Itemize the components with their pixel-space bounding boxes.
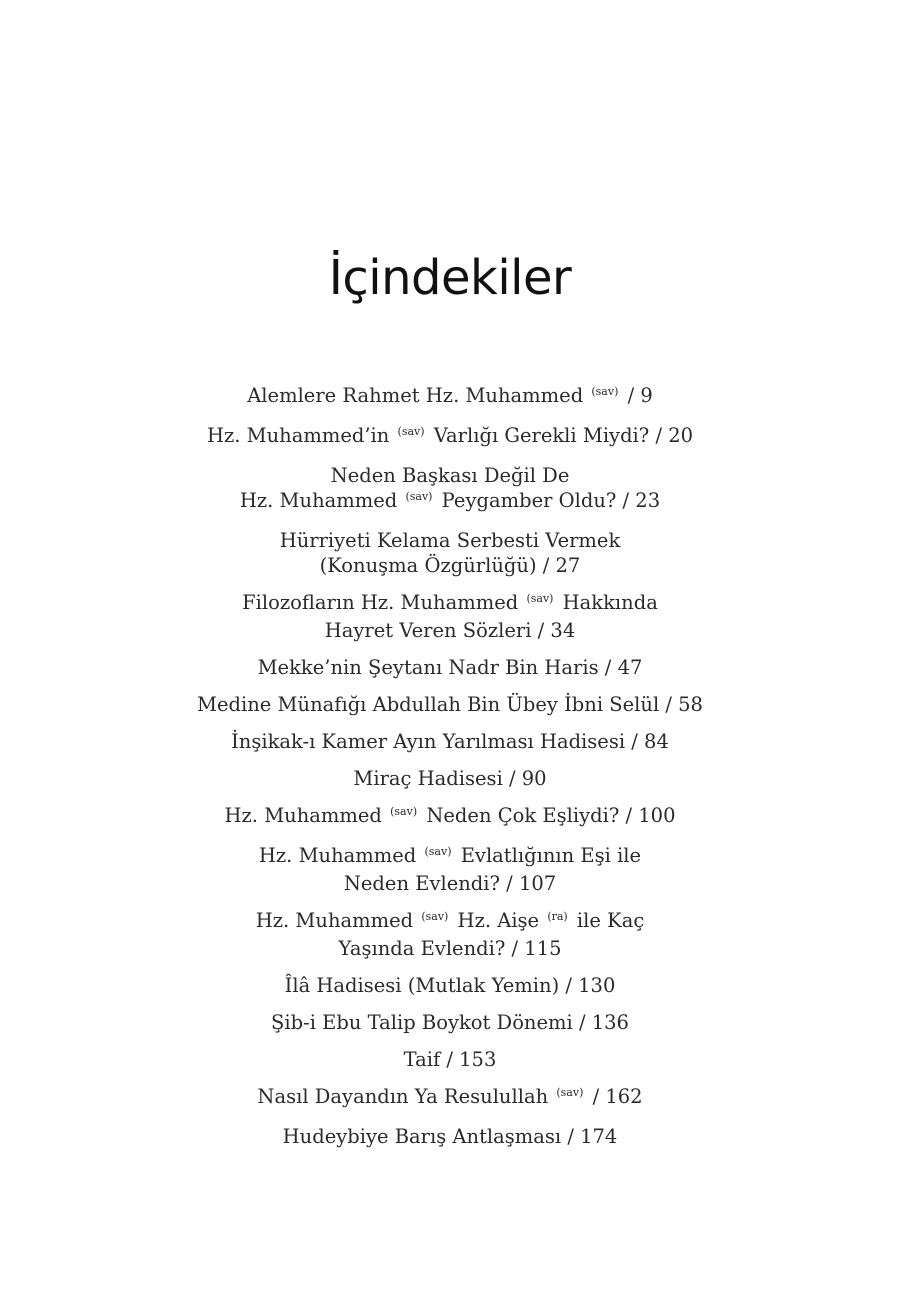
toc-entry (0, 383, 900, 411)
page-title: İçindekiler (328, 250, 572, 306)
toc-entry-text: Hürriyeti Kelama Serbesti Vermek (279, 529, 621, 552)
toc-entry (0, 1084, 900, 1112)
toc-entry-text: Neden Başkası Değil De (330, 464, 570, 487)
toc-entry (0, 655, 900, 680)
toc-entry-text: Medine Münafığı Abdullah Bin Übey İbni Selül / 58 (197, 693, 703, 716)
toc-entry-line (0, 766, 900, 791)
toc-entry-text: / 9 (621, 384, 653, 407)
toc-entry-text: Hz. Muhammed’in (206, 424, 396, 447)
toc-entry-line (0, 729, 900, 754)
toc-entry-text: Hz. Aişe (451, 909, 546, 932)
toc-entry (0, 803, 900, 831)
toc-entry-text: Peygamber Oldu? / 23 (435, 489, 661, 512)
toc-entry-text: Mekke’nin Şeytanı Nadr Bin Haris / 47 (257, 656, 643, 679)
toc-entry-text: Neden Evlendi? / 107 (343, 872, 557, 895)
toc-entry (0, 423, 900, 451)
toc-entry-text: Hz. Muhammed (224, 804, 389, 827)
toc-entry-line (0, 553, 900, 578)
honorific-superscript: (sav) (526, 592, 554, 605)
toc-entry (0, 590, 900, 643)
toc-entry-text: Varlığı Gerekli Miydi? / 20 (427, 424, 694, 447)
toc-entry-text: Hz. Muhammed (258, 844, 423, 867)
toc-entry-line (0, 973, 900, 998)
toc-entry-line (0, 692, 900, 717)
toc-entry-text: (Konuşma Özgürlüğü) / 27 (319, 554, 581, 577)
toc-entry-text: Hudeybiye Barış Antlaşması / 174 (282, 1125, 618, 1148)
toc-entry (0, 973, 900, 998)
toc-entry-line (0, 423, 900, 451)
toc-entry-text: Alemlere Rahmet Hz. Muhammed (247, 384, 590, 407)
toc-entry-line (0, 871, 900, 896)
toc-entry-line (0, 655, 900, 680)
toc-entry (0, 1047, 900, 1072)
toc-entry-text: Filozofların Hz. Muhammed (242, 591, 525, 614)
honorific-superscript: (sav) (421, 910, 449, 923)
toc-entry-text: Miraç Hadisesi / 90 (353, 767, 547, 790)
toc-entry-text: Îlâ Hadisesi (Mutlak Yemin) / 130 (284, 974, 616, 997)
toc-entry-text: Hakkında (556, 591, 658, 614)
toc-entry-line (0, 936, 900, 961)
toc-entry-text: / 162 (586, 1085, 643, 1108)
toc-entry-line (0, 1084, 900, 1112)
toc-entry-text: Hayret Veren Sözleri / 34 (324, 619, 576, 642)
toc-entry (0, 1010, 900, 1035)
honorific-superscript: (sav) (390, 805, 418, 818)
toc-entry-text: Taif / 153 (403, 1048, 497, 1071)
toc-entry-text: Yaşında Evlendi? / 115 (338, 937, 562, 960)
toc-entry-text: ile Kaç (570, 909, 645, 932)
table-of-contents (0, 383, 900, 1161)
honorific-superscript: (sav) (397, 425, 425, 438)
toc-entry-text: Hz. Muhammed (255, 909, 420, 932)
honorific-superscript: (sav) (591, 385, 619, 398)
toc-entry (0, 528, 900, 578)
honorific-superscript: (sav) (556, 1086, 584, 1099)
toc-entry-line (0, 1124, 900, 1149)
toc-entry-line (0, 528, 900, 553)
toc-entry-line (0, 1010, 900, 1035)
toc-entry-line (0, 1047, 900, 1072)
toc-entry (0, 1124, 900, 1149)
toc-entry-line (0, 803, 900, 831)
toc-entry-text: Evlatlığının Eşi ile (454, 844, 642, 867)
toc-entry-text: İnşikak-ı Kamer Ayın Yarılması Hadisesi / 84 (231, 730, 669, 753)
toc-entry-line (0, 383, 900, 411)
toc-entry-text: Nasıl Dayandın Ya Resulullah (257, 1085, 555, 1108)
toc-entry-line (0, 908, 900, 936)
toc-entry-line (0, 843, 900, 871)
honorific-superscript: (sav) (405, 490, 433, 503)
toc-entry-line (0, 618, 900, 643)
toc-entry-line (0, 463, 900, 488)
toc-entry (0, 692, 900, 717)
toc-entry-line (0, 590, 900, 618)
honorific-superscript: (ra) (547, 910, 568, 923)
toc-entry (0, 843, 900, 896)
toc-entry-text: Şib-i Ebu Talip Boykot Dönemi / 136 (271, 1011, 629, 1034)
toc-entry-text: Hz. Muhammed (239, 489, 404, 512)
toc-entry (0, 463, 900, 516)
toc-entry (0, 729, 900, 754)
toc-entry (0, 908, 900, 961)
toc-entry (0, 766, 900, 791)
toc-entry-line (0, 488, 900, 516)
honorific-superscript: (sav) (424, 845, 452, 858)
toc-entry-text: Neden Çok Eşliydi? / 100 (420, 804, 676, 827)
